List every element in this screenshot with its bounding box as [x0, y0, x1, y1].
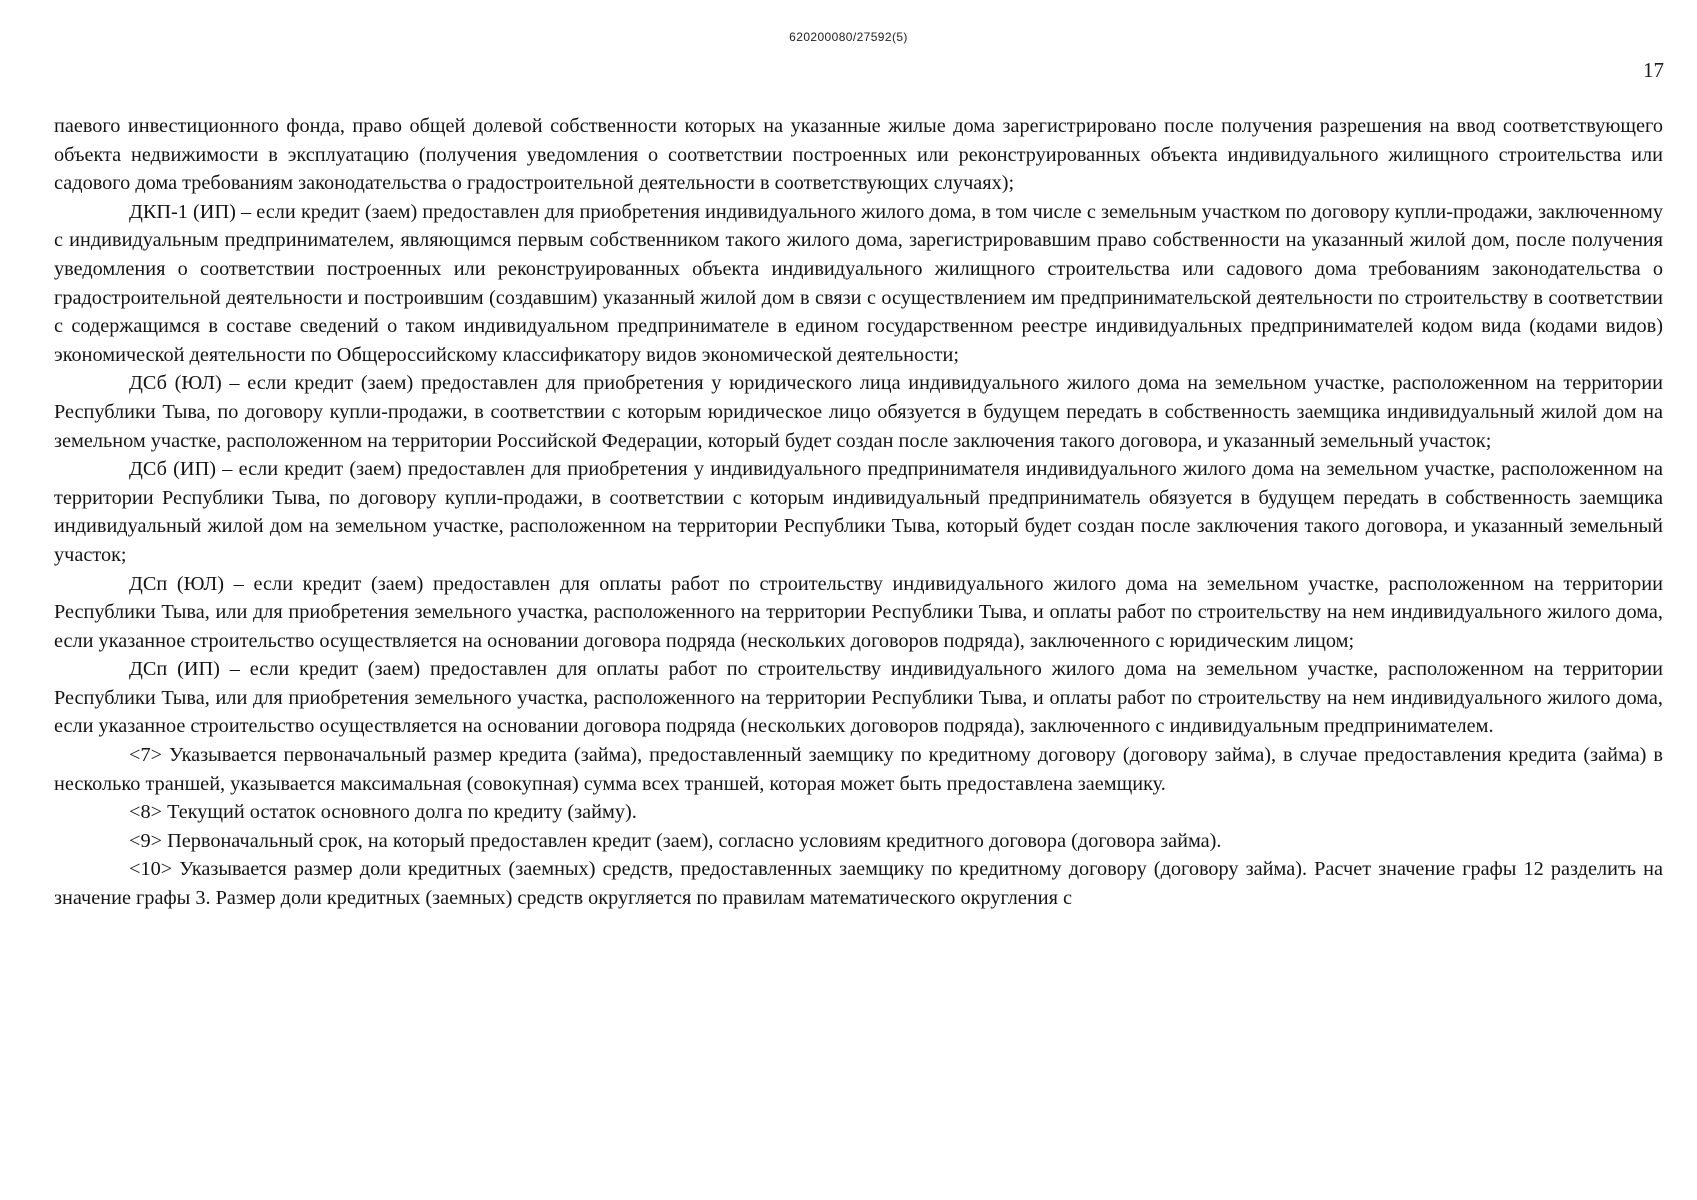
footnote-10: <10> Указывается размер доли кредитных (заемных) средств, предоставленных заемщику по кредитному договору (договору займа). Расчет значение графы 12 разделить на значение графы 3. Размер доли кредитных (заемных) средств округляется по правилам математического округления с: [54, 858, 1663, 910]
paragraph-dsp-ip: ДСп (ИП) – если кредит (заем) предоставлен для оплаты работ по строительству индивидуального жилого дома на земельном участке, расположенном на территории Республики Тыва, или для приобретения земельного участка, расположенного на территории Республики Тыва, и оплаты работ по строительству на нем индивидуального жилого дома, если указанное строительство осуществляется на основании договора подряда (нескольких договоров подряда), заключенного с индивидуальным предпринимателем.: [54, 658, 1663, 738]
paragraph-dsb-ip: ДСб (ИП) – если кредит (заем) предоставлен для приобретения у индивидуального предпринимателя индивидуального жилого дома на земельном участке, расположенном на территории Республики Тыва, по договору купли-продажи, в соответствии с которым индивидуальный предприниматель обязуется в будущем передать в собственность заемщика индивидуальный жилой дом на земельном участке, расположенном на территории Республики Тыва, который будет создан после заключения такого договора, и указанный земельный участок;: [54, 458, 1663, 566]
paragraph-dkp1-ip: ДКП-1 (ИП) – если кредит (заем) предоставлен для приобретения индивидуального жилого дома, в том числе с земельным участком по договору купли-продажи, заключенному с индивидуальным предпринимателем, являющимся первым собственником такого жилого дома, зарегистрировавшим право собственности на указанный жилой дом, после получения уведомления о соответствии построенных или реконструированных объекта индивидуального жилищного строительства или садового дома требованиям законодательства о градостроительной деятельности и построившим (создавшим) указанный жилой дом в связи с осуществлением им предпринимательской деятельности по строительству в соответствии с содержащимся в составе сведений о таком индивидуальном предпринимателе в едином государственном реестре индивидуальных предпринимателей кодом вида (кодами видов) экономической деятельности по Общероссийскому классификатору видов экономической деятельности;: [54, 200, 1663, 366]
paragraph-dsp-yul: ДСп (ЮЛ) – если кредит (заем) предоставлен для оплаты работ по строительству индивидуального жилого дома на земельном участке, расположенном на территории Республики Тыва, или для приобретения земельного участка, расположенного на территории Республики Тыва, и оплаты работ по строительству на нем индивидуального жилого дома, если указанное строительство осуществляется на основании договора подряда (нескольких договоров подряда), заключенного с юридическим лицом;: [54, 572, 1663, 652]
document-id: 620200080/27592(5): [789, 30, 908, 44]
paragraph-dsb-yul: ДСб (ЮЛ) – если кредит (заем) предоставлен для приобретения у юридического лица индивидуального жилого дома на земельном участке, расположенном на территории Республики Тыва, по договору купли-продажи, в соответствии с которым юридическое лицо обязуется в будущем передать в собственность заемщика индивидуальный жилой дом на земельном участке, расположенном на территории Российской Федерации, который будет создан после заключения такого договора, и указанный земельный участок;: [54, 372, 1663, 452]
paragraph-continuation: паевого инвестиционного фонда, право общей долевой собственности которых на указанные жилые дома зарегистрировано после получения разрешения на ввод соответствующего объекта недвижимости в эксплуатацию (получения уведомления о соответствии построенных или реконструированных объекта индивидуального жилищного строительства или садового дома требованиям законодательства о градостроительной деятельности в соответствующих случаях);: [54, 115, 1663, 195]
footnote-8: <8> Текущий остаток основного долга по кредиту (займу).: [129, 801, 637, 824]
document-body: [54, 112, 1663, 913]
footnote-9: <9> Первоначальный срок, на который предоставлен кредит (заем), согласно условиям кредитного договора (договора займа).: [129, 829, 1222, 852]
page-number: 17: [1643, 58, 1664, 82]
footnote-7: <7> Указывается первоначальный размер кредита (займа), предоставленный заемщику по кредитному договору (договору займа), в случае предоставления кредита (займа) в несколько траншей, указывается максимальная (совокупная) сумма всех траншей, которая может быть предоставлена заемщику.: [54, 744, 1663, 795]
